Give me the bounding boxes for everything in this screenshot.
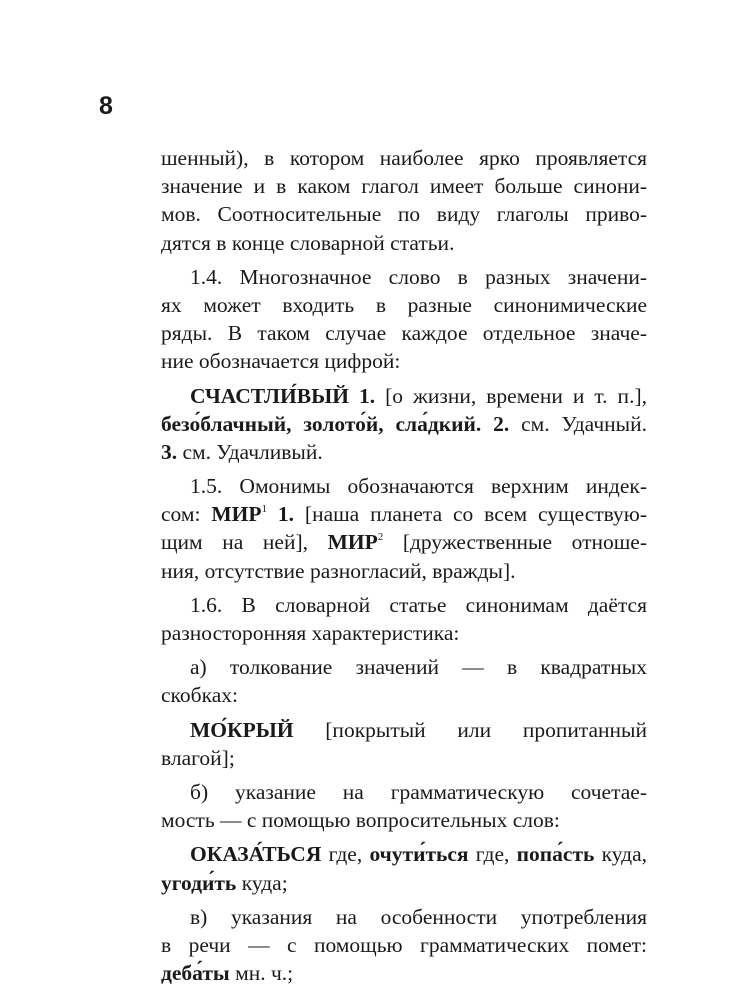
paragraph-1-5: 1.5. Омонимы обозначаются верхним индек- [190, 474, 647, 499]
definition: [покрытый или пропитанный [293, 717, 647, 742]
example-okazatsya: ОКАЗА́ТЬСЯ где, очути́ться где, попа́сть куда, [190, 842, 647, 867]
text-line: сом: МИР$^1$ 1. [наша планета со всем существую- [161, 502, 648, 527]
synonym: угоди́ть [161, 870, 237, 895]
text-line: ях может входить в разные синонимические [161, 292, 647, 317]
text-line: в речи — с помощью грамматических помет: [161, 932, 647, 957]
list-item-a: а) толкование значений — в квадратных [190, 655, 647, 680]
definition: [наша планета со всем существую- [294, 502, 648, 527]
homonym-index: 2 [377, 531, 384, 544]
reference: см. Удачливый. [177, 439, 323, 464]
example-mokry [161, 716, 647, 744]
body-text [161, 144, 647, 987]
list-item-c: в) указания на особенности употребления [190, 904, 647, 929]
synonym: очути́ться [369, 842, 469, 867]
headword: МИР [211, 502, 262, 527]
text-line: ряды. В таком случае каждое отдельное значе- [161, 321, 647, 346]
headword: деба́ты [161, 961, 230, 986]
example-schastlivy [161, 382, 647, 410]
text-line: влагой]; [161, 745, 235, 770]
synonyms: безо́блачный, золото́й, сла́дкий. 2. [161, 411, 510, 436]
text-line: значение и в каком глагол имеет больше синони- [161, 174, 647, 199]
example-line [161, 410, 647, 438]
example-line: угоди́ть куда; [161, 870, 288, 895]
sense-number: 1. [267, 502, 295, 527]
sense-number: 3. [161, 439, 178, 464]
definition: [о жизни, времени и т. п.], [375, 383, 647, 408]
example-debaty [161, 959, 647, 987]
grammar-mark: мн. ч.; [229, 961, 294, 986]
reference: см. Удачный. [509, 411, 647, 436]
text-line: щим на ней], МИР$^2$ [дружественные отноше- [161, 530, 647, 555]
text-line: ние обозначается цифрой: [161, 349, 401, 374]
text-line: разносторонняя характеристика: [161, 621, 460, 645]
text-line: дятся в конце словарной статьи. [161, 230, 455, 255]
paragraph-1-6: 1.6. В словарной статье синонимам даётся [190, 592, 647, 617]
headword: МО́КРЫЙ [190, 717, 294, 742]
text-line: ния, отсутствие разногласий, вражды]. [161, 558, 516, 583]
page-number: 8 [99, 92, 113, 120]
headword: МИР [327, 530, 378, 555]
text-line: скобках: [161, 683, 238, 708]
definition: [дружественные отноше- [383, 530, 647, 555]
synonym: попа́сть [516, 842, 595, 867]
headword: СЧАСТЛИ́ВЫЙ 1. [190, 383, 376, 408]
text-line: шенный), в котором наиболее ярко проявляется [161, 146, 647, 170]
example-line [161, 438, 647, 466]
text-line: мов. Соотносительные по виду глаголы приво- [161, 202, 647, 227]
text-line: мость — с помощью вопросительных слов: [161, 808, 560, 833]
headword: ОКАЗА́ТЬСЯ [190, 842, 322, 867]
list-item-b: б) указание на грамматическую сочетае- [190, 779, 647, 804]
paragraph-1-4: 1.4. Многозначное слово в разных значени- [190, 264, 647, 289]
homonym-index: 1 [261, 503, 268, 516]
